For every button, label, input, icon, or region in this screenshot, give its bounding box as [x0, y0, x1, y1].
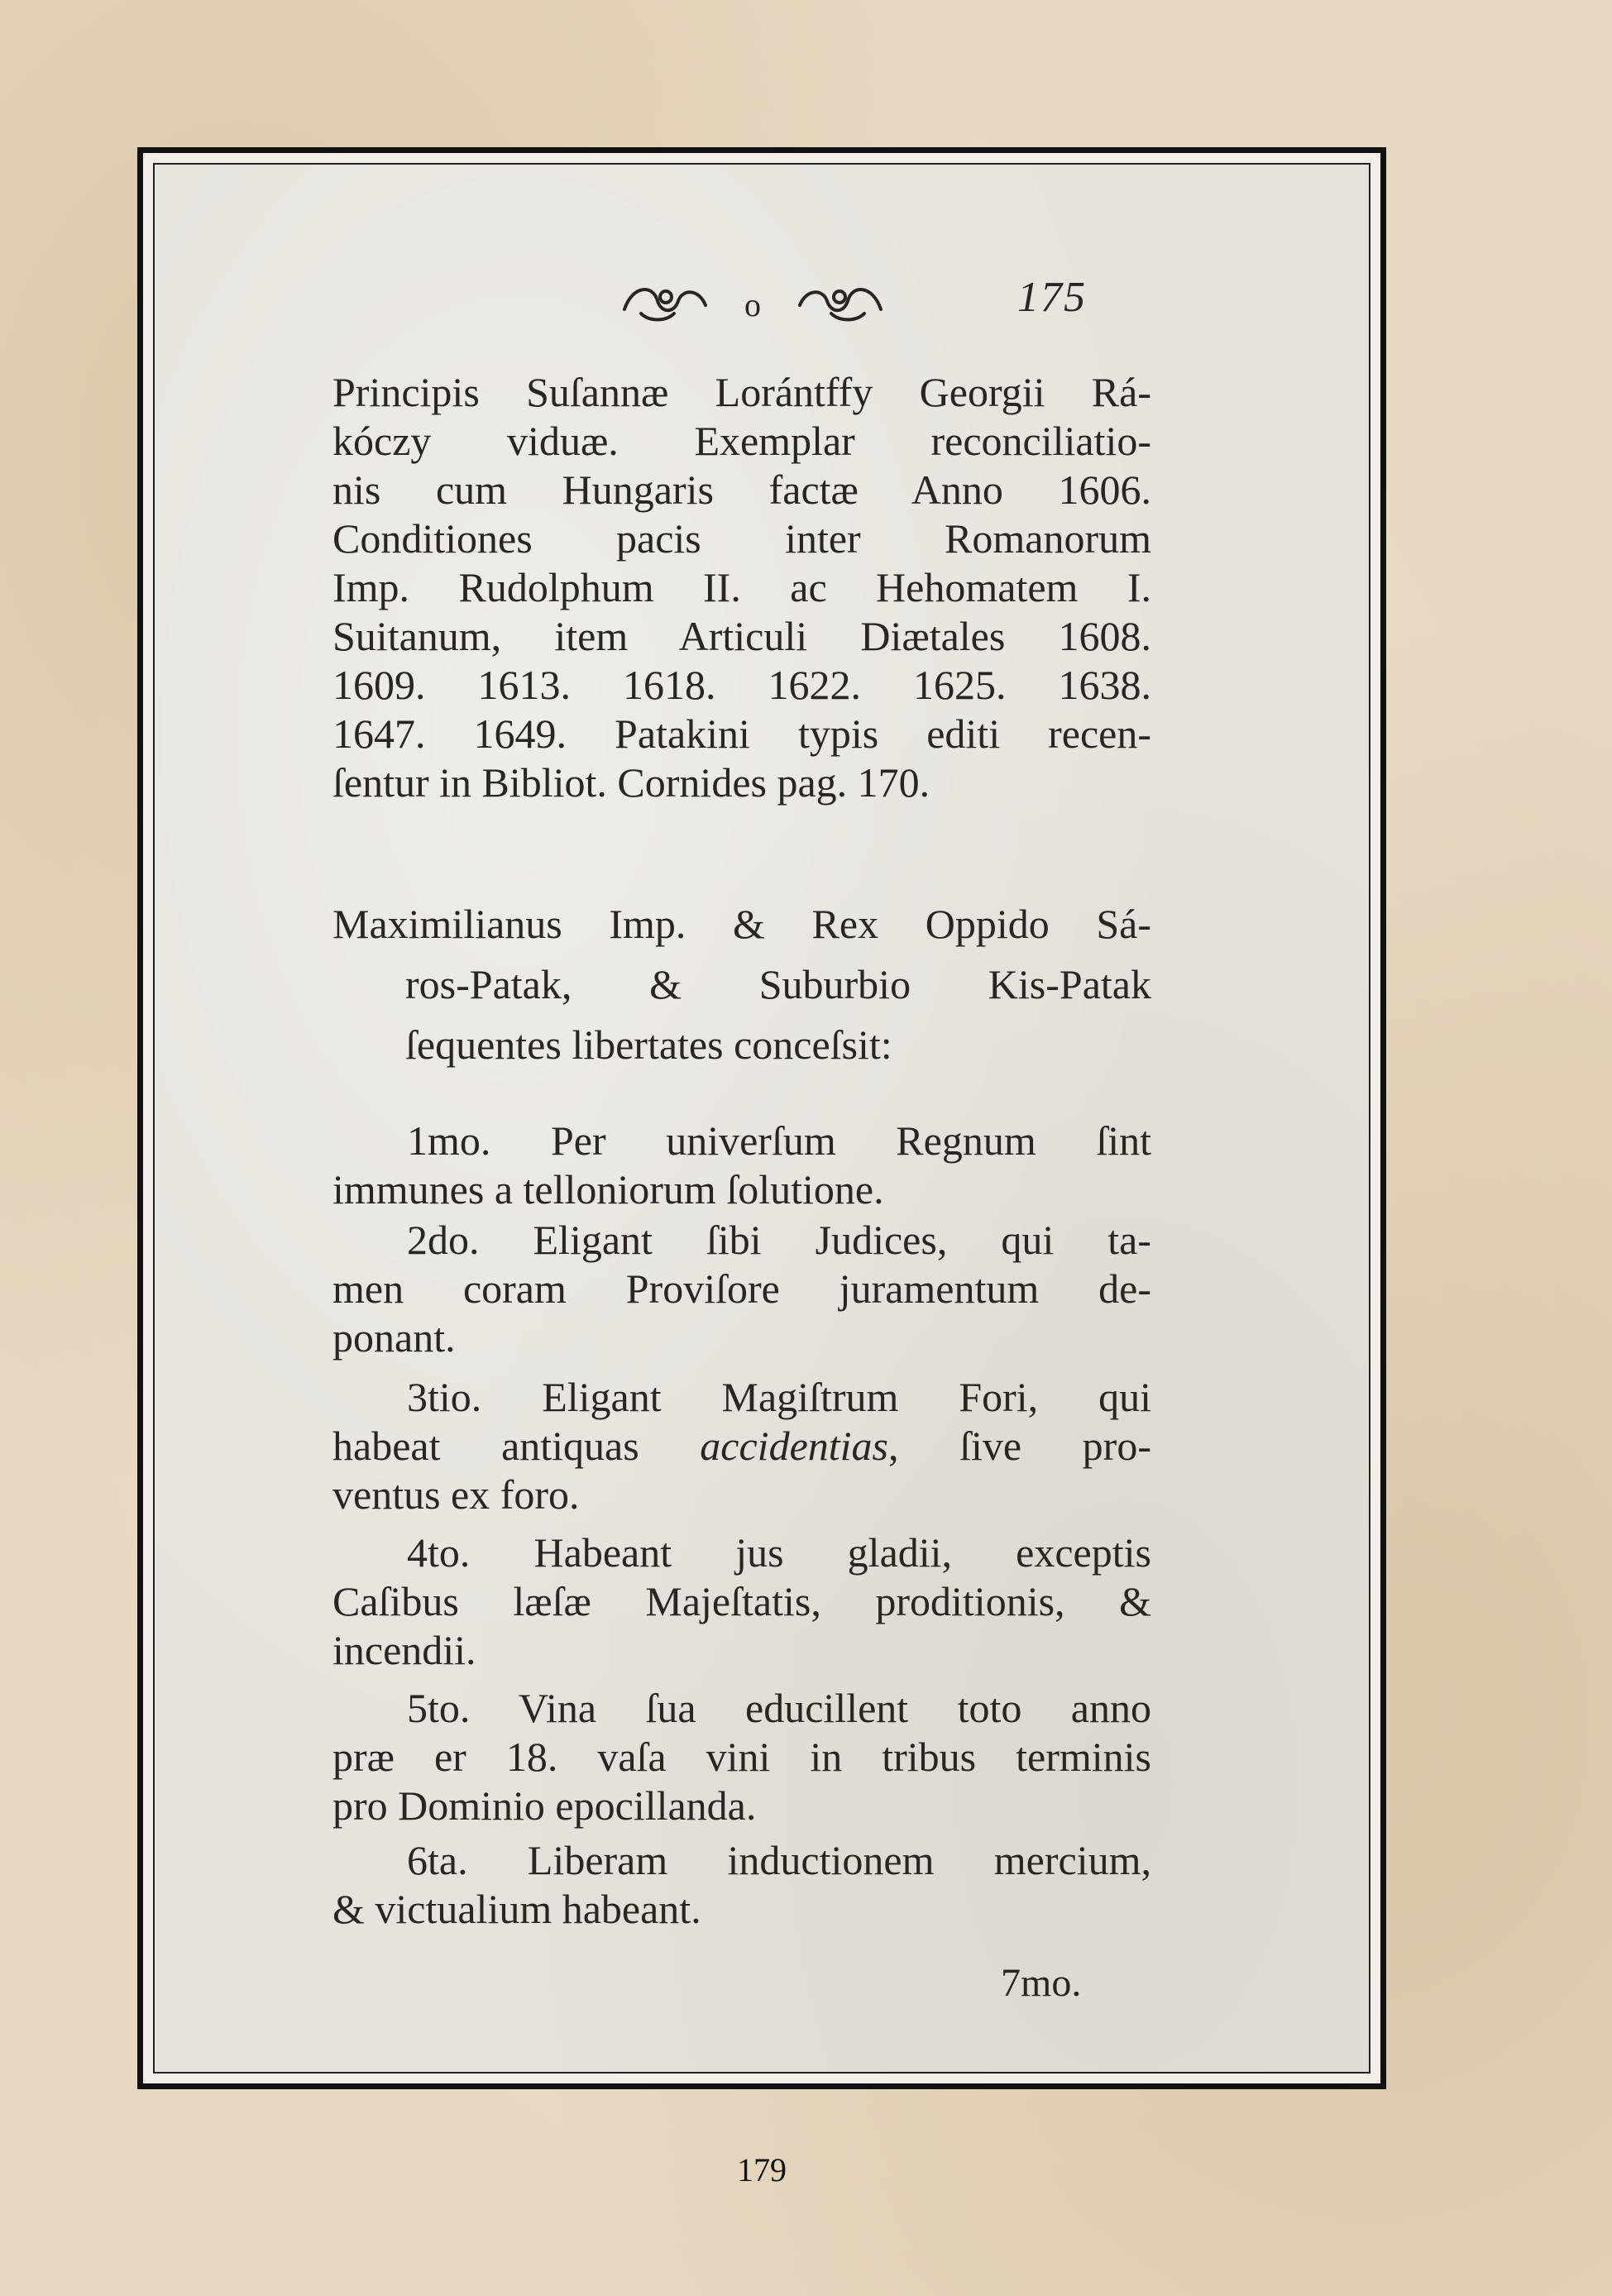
text-fragment: habeat antiquas: [332, 1423, 701, 1469]
text-line: & victualium habeant.: [332, 1886, 701, 1932]
text-line: pro Dominio epocillanda.: [332, 1782, 757, 1829]
text-line: ponant.: [332, 1314, 456, 1361]
text-line: 1609. 1613. 1618. 1622. 1625. 1638.: [332, 662, 1151, 708]
text-line: ſentur in Bibliot. Cornides pag. 170.: [332, 759, 930, 806]
text-line: ſequentes libertates conceſsit:: [405, 1021, 892, 1068]
page-header: [616, 273, 1162, 331]
catchword: 7mo.: [1001, 1961, 1082, 2005]
list-item-4to: [332, 1528, 1151, 1675]
text-line: Principis Suſannæ Lorántffy Georgii Rá-: [332, 369, 1151, 415]
text-line: ventus ex foro.: [332, 1471, 580, 1518]
text-line: præ er 18. vaſa vini in tribus terminis: [332, 1734, 1151, 1780]
list-item-2do: [332, 1216, 1151, 1362]
paragraph-principis: [332, 368, 1151, 807]
footer-page-number: 179: [737, 2151, 787, 2188]
text-line: 4to. Habeant jus gladii, exceptis: [407, 1529, 1151, 1576]
list-item-6ta: [332, 1836, 1151, 1934]
text-line: Maximilianus Imp. & Rex Oppido Sá-: [332, 901, 1151, 947]
text-line: 6ta. Liberam inductionem mercium,: [407, 1837, 1151, 1883]
text-line: ros-Patak, & Suburbio Kis-Patak: [405, 961, 1151, 1007]
text-line: 1mo. Per univerſum Regnum ſint: [407, 1117, 1151, 1164]
ornament-center: o: [744, 286, 761, 323]
text-line: 1647. 1649. Patakini typis editi recen-: [332, 710, 1151, 757]
original-page-number: 175: [1017, 274, 1087, 321]
ornament-flourish-icon: [616, 276, 889, 326]
text-line: men coram Proviſore juramentum de-: [332, 1265, 1151, 1312]
text-line: Suitanum, item Articuli Diætales 1608.: [332, 613, 1151, 659]
text-line: 5to. Vina ſua educillent toto anno: [407, 1685, 1151, 1731]
text-line: Caſibus læſæ Majeſtatis, proditionis, &: [332, 1578, 1151, 1624]
paragraph-maximilianus: [332, 900, 1151, 1069]
text-line: 3tio. Eligant Magiſtrum Fori, qui: [407, 1374, 1151, 1420]
text-fragment: , ſive pro-: [888, 1423, 1151, 1469]
list-item-5to: [332, 1684, 1151, 1830]
text-line: Conditiones pacis inter Romanorum: [332, 515, 1151, 562]
text-line: incendii.: [332, 1627, 476, 1673]
italic-term: accidentias: [700, 1423, 889, 1469]
text-line: kóczy viduæ. Exemplar reconciliatio-: [332, 418, 1151, 464]
text-line: immunes a telloniorum ſolutione.: [332, 1166, 884, 1213]
list-item-1mo: [332, 1117, 1151, 1214]
text-line: Imp. Rudolphum II. ac Hehomatem I.: [332, 564, 1151, 610]
text-line: nis cum Hungaris factæ Anno 1606.: [332, 466, 1151, 513]
text-line-mixed: [332, 1422, 1151, 1471]
text-line: 2do. Eligant ſibi Judices, qui ta-: [407, 1217, 1151, 1263]
list-item-3tio: [332, 1373, 1151, 1519]
